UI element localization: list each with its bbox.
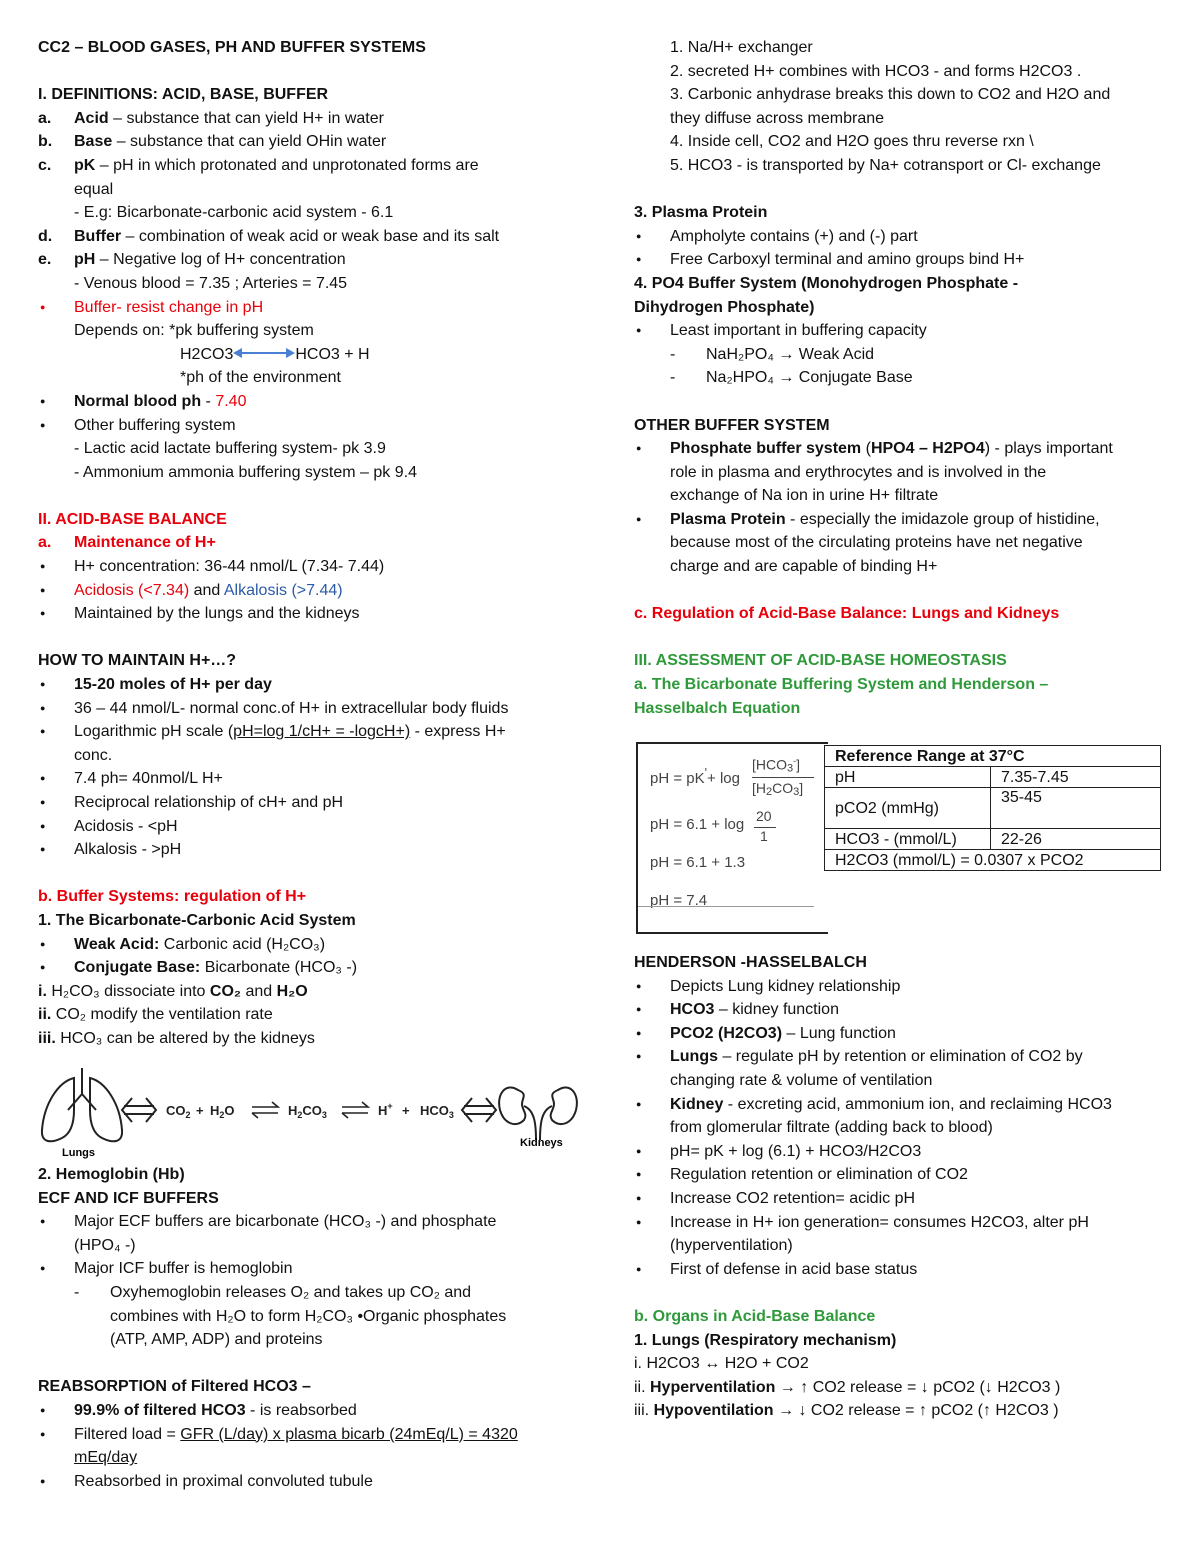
step-item: 4. Inside cell, CO2 and H2O goes thru reverse rxn \ [670, 133, 1034, 151]
hh-subheading: a. The Bicarbonate Buffering System and Henderson – [634, 676, 1049, 694]
hh-fraction-numerator: $[HCO_3^-]$ [752, 756, 801, 775]
list-item-cont: conc. [74, 746, 113, 764]
list-item: ●99.9% of filtered HCO3 - is reabsorbed [38, 1399, 578, 1423]
table-cell: pCO2 (mmHg) [825, 788, 991, 829]
sub-item-cont: (ATP, AMP, ADP) and proteins [110, 1331, 323, 1349]
bullet-icon [634, 508, 670, 532]
list-item: ●Alkalosis - >pH [38, 838, 578, 862]
step-item-cont: they diffuse across membrane [670, 109, 885, 127]
list-item: ●Regulation retention or elimination of CO2 [634, 1163, 1174, 1187]
list-item: ●15-20 moles of H+ per day [38, 673, 578, 697]
list-item-cont: mEq/day [74, 1449, 138, 1467]
step-item: 1. Na/H+ exchanger [670, 39, 813, 56]
def-pk: c. pK – pH in which protonated and unprotonated forms are [38, 156, 479, 174]
bullet-icon [38, 767, 74, 791]
table-cell: 7.35-7.45 [991, 767, 1161, 788]
list-item: ●Least important in buffering capacity [634, 319, 1174, 343]
bullet-icon [38, 555, 74, 579]
list-item: ●HCO3 – kidney function [634, 998, 1174, 1022]
list-item: ●Filtered load = GFR (L/day) x plasma bicarb (24mEq/L) = 4320 [38, 1423, 578, 1447]
lungs-mechanism-heading: 1. Lungs (Respiratory mechanism) [634, 1331, 897, 1349]
step-item: 3. Carbonic anhydrase breaks this down to CO2 and H2O and [670, 86, 1111, 104]
hh-equation-box [636, 742, 828, 934]
bullet-icon [634, 1140, 670, 1164]
plus-sign: + [196, 1103, 204, 1118]
bullet-icon [634, 1258, 670, 1282]
assessment-heading: III. ASSESSMENT OF ACID-BASE HOMEOSTASIS [634, 652, 1007, 670]
list-item-cont: role in plasma and erythrocytes and is involved in the [670, 463, 1047, 481]
other-buffer-heading: OTHER BUFFER SYSTEM [634, 416, 830, 434]
maintenance-heading: a. Maintenance of H+ [38, 534, 216, 552]
list-item: ●Phosphate buffer system (HPO4 – H2PO4) - plays important [634, 437, 1174, 461]
sub-item: - Oxyhemoglobin releases O₂ and takes up CO₂ and [74, 1283, 472, 1301]
def-pk-cont: equal [74, 180, 114, 198]
table-row [825, 829, 1161, 850]
bullet-icon [38, 579, 74, 603]
double-arrow-icon [462, 1098, 496, 1122]
bullet-icon [38, 720, 74, 744]
def-ph-values: - Venous blood = 7.35 ; Arteries = 7.45 [74, 274, 348, 292]
list-item-cont: charge and are capable of binding H+ [670, 558, 938, 576]
table-cell: pH [825, 767, 991, 788]
bullet-icon [634, 975, 670, 999]
list-item-cont: (hyperventilation) [670, 1237, 793, 1255]
double-arrow-icon [122, 1098, 156, 1122]
table-row [825, 788, 1161, 829]
bullet-icon [634, 225, 670, 249]
hh-equation-4: pH = 7.4 [650, 892, 708, 909]
co2-formula: $CO_2$ [166, 1103, 191, 1120]
ph-environment: *ph of the environment [180, 369, 341, 387]
bullet-icon [38, 815, 74, 839]
list-item: ●Reciprocal relationship of cH+ and pH [38, 791, 578, 815]
list-item-cont: because most of the circulating proteins have net negative [670, 534, 1083, 552]
bullet-icon [634, 1022, 670, 1046]
list-item: ●Maintained by the lungs and the kidneys [38, 602, 578, 626]
other-buffering-1: - Lactic acid lactate buffering system- pk 3.9 [74, 440, 386, 458]
list-item: ●Increase CO2 retention= acidic pH [634, 1187, 1174, 1211]
list-item: ●Increase in H+ ion generation= consumes H2CO3, alter pH [634, 1211, 1174, 1235]
organ-item: ii. Hyperventilation → ↑ CO2 release = ↓ pCO2 (↓ H2CO3 ) [634, 1378, 1061, 1396]
bullet-icon [38, 697, 74, 721]
list-item-cont: exchange of Na ion in urine H+ filtrate [670, 487, 939, 505]
step-item: 5. HCO3 - is transported by Na+ cotransport or Cl- exchange [670, 156, 1101, 174]
table-cell: HCO3 - (mmol/L) [825, 829, 991, 850]
fraction-bar [752, 777, 814, 778]
list-item: ●7.4 ph= 40nmol/L H+ [38, 767, 578, 791]
h-ion: H+ [378, 1101, 393, 1118]
hh-equation-2: pH = 6.1 + log [650, 816, 745, 833]
roman-item: ii. CO₂ modify the ventilation rate [38, 1006, 273, 1024]
hh-fraction-denominator: $[H_2CO_3]$ [752, 780, 804, 798]
def-base: b. Base – substance that can yield OHin water [38, 133, 387, 151]
hh-equation-3: pH = 6.1 + 1.3 [650, 854, 746, 871]
bicarbonate-system-heading: 1. The Bicarbonate-Carbonic Acid System [38, 911, 356, 929]
lungs-icon [42, 1068, 122, 1141]
sub-item: - NaH₂PO₄ → Weak Acid [670, 345, 875, 363]
right-column-lower [634, 951, 1174, 1423]
right-column [634, 36, 1174, 720]
roman-item: iii. HCO₃ can be altered by the kidneys [38, 1029, 315, 1047]
list-item: ●PCO2 (H2CO3) – Lung function [634, 1022, 1174, 1046]
step-item: 2. secreted H+ combines with HCO3 - and forms H2CO3 . [670, 62, 1082, 80]
kidneys-label: Kidneys [520, 1137, 563, 1149]
bullet-icon [38, 602, 74, 626]
bullet-icon [38, 1470, 74, 1494]
organs-heading: b. Organs in Acid-Base Balance [634, 1307, 876, 1325]
list-item: ●Ampholyte contains (+) and (-) part [634, 225, 1174, 249]
plasma-protein-heading: 3. Plasma Protein [634, 204, 768, 222]
kidneys-icon [499, 1087, 577, 1140]
lungs-label: Lungs [62, 1147, 95, 1159]
regulation-heading: c. Regulation of Acid-Base Balance: Lungs and Kidneys [634, 605, 1060, 623]
bullet-icon [38, 956, 74, 980]
def-acid: a. Acid – substance that can yield H+ in water [38, 109, 384, 127]
left-column [38, 36, 578, 1051]
bullet-icon [38, 673, 74, 697]
bullet-icon [634, 319, 670, 343]
list-item-cont: changing rate & volume of ventilation [670, 1071, 933, 1089]
bullet-icon [38, 1399, 74, 1423]
list-item: ●Weak Acid: Carbonic acid (H₂CO₃) [38, 933, 578, 957]
buffer-note: ●Buffer- resist change in pH [38, 296, 578, 320]
bullet-icon [38, 1423, 74, 1447]
list-item: ●Reabsorbed in proximal convoluted tubule [38, 1470, 578, 1494]
list-item: ●Acidosis (<7.34) and Alkalosis (>7.44) [38, 579, 578, 603]
double-arrow-icon [233, 347, 295, 359]
list-item: ●36 – 44 nmol/L- normal conc.of H+ in extracellular body fluids [38, 697, 578, 721]
hh-subheading-cont: Hasselbalch Equation [634, 699, 801, 717]
table-row [825, 746, 1161, 767]
bullet-icon [634, 998, 670, 1022]
bullet-icon [38, 838, 74, 862]
list-item: ●pH= pK + log (6.1) + HCO3/H2CO3 [634, 1140, 1174, 1164]
po4-heading: 4. PO4 Buffer System (Monohydrogen Phosphate - [634, 274, 1019, 292]
bullet-icon [634, 1093, 670, 1117]
hco3-formula: $HCO_3$ [420, 1103, 454, 1120]
how-to-maintain-heading: HOW TO MAINTAIN H+…? [38, 652, 237, 670]
hemoglobin-heading: 2. Hemoglobin (Hb) [38, 1166, 185, 1183]
roman-item: i. H₂CO₃ dissociate into CO₂ and H₂O [38, 982, 308, 1000]
list-item-cont: (HPO₄ -) [74, 1236, 136, 1254]
bullet-icon [38, 1257, 74, 1281]
organ-item: iii. Hypoventilation → ↓ CO2 release = ↑ pCO2 (↑ H2CO3 ) [634, 1402, 1059, 1420]
hh-fraction-numerator: 20 [756, 808, 772, 824]
table-header: Reference Range at 37°C [825, 746, 1161, 767]
list-item: ●Lungs – regulate pH by retention or elimination of CO2 by [634, 1045, 1174, 1069]
list-item: ●Conjugate Base: Bicarbonate (HCO₃ -) [38, 956, 578, 980]
table-cell: 35-45 [991, 788, 1161, 829]
lungs-kidneys-diagram [38, 1064, 578, 1160]
list-item: ●Acidosis - <pH [38, 815, 578, 839]
table-row [825, 767, 1161, 788]
section-acid-base-heading: II. ACID-BASE BALANCE [38, 510, 227, 528]
bullet-icon [634, 437, 670, 461]
list-item: ●Logarithmic pH scale (pH=log 1/cH+ = -logcH+) - express H+ [38, 720, 578, 744]
list-item-cont: from glomerular filtrate (adding back to blood) [670, 1119, 993, 1137]
bullet-icon [38, 390, 74, 414]
list-item: ●Kidney - excreting acid, ammonium ion, and reclaiming HCO3 [634, 1093, 1174, 1117]
other-buffering-2: - Ammonium ammonia buffering system – pk 9.4 [74, 463, 417, 481]
sub-item-cont: combines with H₂O to form H₂CO₃ •Organic phosphates [110, 1307, 507, 1325]
h2o-formula: $H_2O$ [210, 1103, 235, 1120]
bullet-icon [38, 933, 74, 957]
reference-range-table [824, 745, 1161, 871]
other-buffering: ●Other buffering system [38, 414, 578, 438]
bullet-icon [634, 1187, 670, 1211]
def-buffer: d. Buffer – combination of weak acid or weak base and its salt [38, 227, 500, 245]
left-column-lower [38, 1163, 578, 1493]
depends-on: Depends on: *pk buffering system [74, 322, 314, 340]
def-pk-example: - E.g: Bicarbonate-carbonic acid system - 6.1 [74, 204, 394, 222]
bullet-icon [38, 1210, 74, 1234]
h2co3-formula: $H_2CO_3$ [288, 1103, 327, 1120]
bullet-icon [634, 1045, 670, 1069]
sub-item: - Na₂HPO₄ → Conjugate Base [670, 369, 913, 387]
ecf-icf-heading: ECF AND ICF BUFFERS [38, 1189, 219, 1207]
list-item: ●First of defense in acid base status [634, 1258, 1174, 1282]
list-item: ●Plasma Protein - especially the imidazole group of histidine, [634, 508, 1174, 532]
bullet-icon [38, 296, 74, 320]
section-definitions-heading: I. DEFINITIONS: ACID, BASE, BUFFER [38, 86, 329, 104]
reabsorption-heading: REABSORPTION of Filtered HCO3 – [38, 1378, 311, 1396]
bullet-icon [38, 791, 74, 815]
list-item: ●Depicts Lung kidney relationship [634, 975, 1174, 999]
hh-equation-1: pH = pK'+ log [650, 766, 740, 787]
list-item: ●Major ICF buffer is hemoglobin [38, 1257, 578, 1281]
hh-fraction-denominator: 1 [760, 828, 768, 844]
bullet-icon [38, 414, 74, 438]
list-item: ●H+ concentration: 36-44 nmol/L (7.34- 7.44) [38, 555, 578, 579]
equilibrium-line: H2CO3 HCO3 + H [180, 345, 370, 363]
po4-heading-cont: Dihydrogen Phosphate) [634, 298, 815, 316]
table-row [825, 850, 1161, 871]
plus-sign: + [402, 1103, 410, 1118]
lungs-kidneys-figure [38, 1064, 578, 1160]
bullet-icon [634, 1211, 670, 1235]
def-ph: e. pH – Negative log of H+ concentration [38, 251, 346, 269]
organ-item: i. H2CO3 ↔ H2O + CO2 [634, 1355, 809, 1373]
bullet-icon [634, 1163, 670, 1187]
list-item: ●Free Carboxyl terminal and amino groups bind H+ [634, 248, 1174, 272]
document-title: CC2 – BLOOD GASES, PH AND BUFFER SYSTEMS [38, 39, 426, 56]
list-item: ●Major ECF buffers are bicarbonate (HCO₃ -) and phosphate [38, 1210, 578, 1234]
bullet-icon [634, 248, 670, 272]
buffer-systems-heading: b. Buffer Systems: regulation of H+ [38, 888, 307, 906]
table-cell: H2CO3 (mmol/L) = 0.0307 x PCO2 [825, 850, 1161, 871]
henderson-hasselbalch-heading: HENDERSON -HASSELBALCH [634, 954, 867, 971]
normal-blood-ph: ●Normal blood ph - 7.40 [38, 390, 578, 414]
divider [638, 906, 814, 907]
table-cell: 22-26 [991, 829, 1161, 850]
